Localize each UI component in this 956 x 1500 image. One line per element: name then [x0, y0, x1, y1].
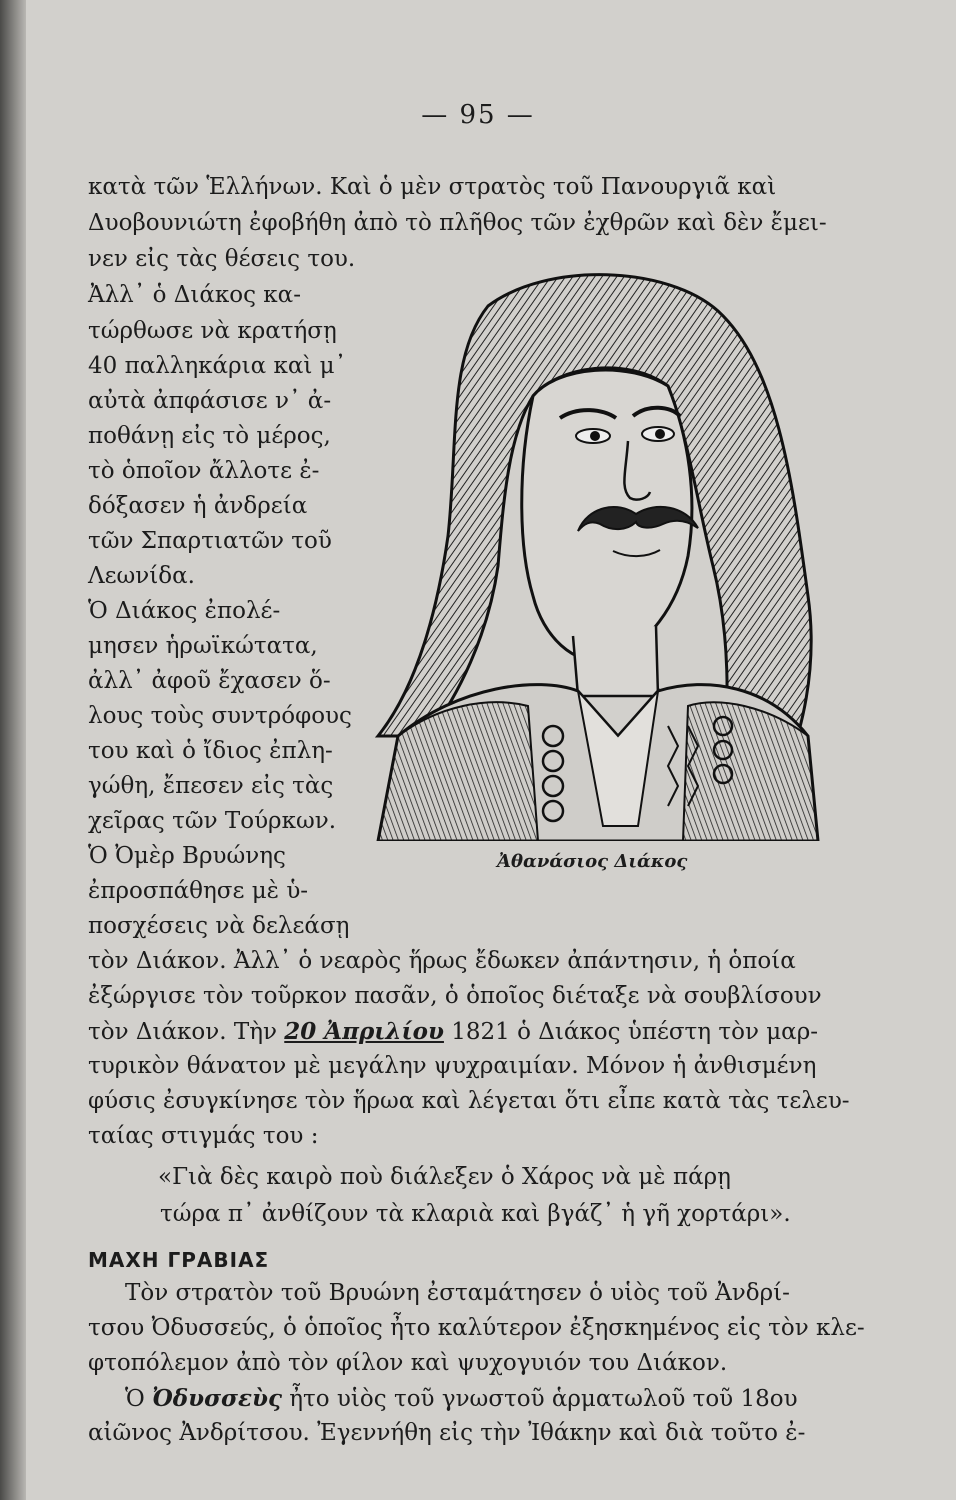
text-fragment: Ὁ	[125, 1386, 153, 1412]
text-line-date	[88, 1020, 818, 1044]
text-line: μησεν ἡρωϊκώτατα,	[88, 633, 318, 659]
text-line: αἰῶνος Ἀνδρίτσου. Ἐγεννήθη εἰς τὴν Ἰθάκην καὶ διὰ τοῦτο ἐ-	[88, 1420, 806, 1446]
text-line: Ὁ Ὀμὲρ Βρυώνης	[88, 843, 286, 869]
text-line: γώθη, ἔπεσεν εἰς τὰς	[88, 773, 334, 799]
text-line: τώρθωσε νὰ κρατήσῃ	[88, 318, 337, 344]
portrait-caption: Ἀθανάσιος Διάκος	[497, 851, 688, 872]
text-line: Τὸν στρατὸν τοῦ Βρυώνη ἐσταμάτησεν ὁ υἱὸς τοῦ Ἀνδρί-	[125, 1280, 790, 1306]
text-line: τσου Ὀδυσσεύς, ὁ ὁποῖος ἦτο καλύτερον ἐξησκημένος εἰς τὸν κλε-	[88, 1315, 865, 1341]
verse-line: «Γιὰ δὲς καιρὸ ποὺ διάλεξεν ὁ Χάρος νὰ μὲ πάρῃ	[158, 1164, 731, 1190]
name-emphasis: Ὀδυσσεὺς	[152, 1385, 282, 1412]
text-line: φύσις ἐσυγκίνησε τὸν ἥρωα καὶ λέγεται ὅτι εἶπε κατὰ τὰς τελευ-	[88, 1088, 850, 1114]
text-line: χεῖρας τῶν Τούρκων.	[88, 808, 337, 834]
text-line: ἐξώργισε τὸν τοῦρκον πασᾶν, ὁ ὁποῖος διέταξε νὰ σουβλίσουν	[88, 983, 822, 1009]
section-heading: ΜΑΧΗ ΓΡΑΒΙΑΣ	[88, 1248, 270, 1272]
text-fragment: τὸν Διάκον. Τὴν	[88, 1019, 285, 1045]
text-fragment: ἦτο υἱὸς τοῦ γνωστοῦ ἁρματωλοῦ τοῦ 18ου	[281, 1386, 798, 1412]
text-line-name	[125, 1387, 798, 1411]
text-line: τυρικὸν θάνατον μὲ μεγάλην ψυχραιμίαν. Μόνον ἡ ἀνθισμένη	[88, 1053, 817, 1079]
text-line: ποθάνῃ εἰς τὸ μέρος,	[88, 423, 331, 449]
text-line: κατὰ τῶν Ἑλλήνων. Καὶ ὁ μὲν στρατὸς τοῦ Πανουργιᾶ καὶ	[88, 174, 777, 200]
page-number: — 95 —	[421, 100, 535, 130]
text-line: Δυοβουνιώτη ἐφοβήθη ἀπὸ τὸ πλῆθος τῶν ἐχθρῶν καὶ δὲν ἔμει-	[88, 210, 827, 236]
text-line: δόξασεν ἡ ἀνδρεία	[88, 493, 308, 519]
text-line: ποσχέσεις νὰ δελεάσῃ	[88, 913, 350, 939]
text-line: του καὶ ὁ ἴδιος ἐπλη-	[88, 738, 333, 764]
date-emphasis: 20 Ἀπριλίου	[284, 1018, 444, 1045]
text-line: ταίας στιγμάς του :	[88, 1123, 319, 1149]
text-line: Ἀλλ᾿ ὁ Διάκος κα-	[88, 282, 301, 308]
text-line: τὸν Διάκον. Ἀλλ᾿ ὁ νεαρὸς ἥρως ἔδωκεν ἀπάντησιν, ἡ ὁποία	[88, 948, 796, 974]
verse-line: τώρα π᾿ ἀνθίζουν τὰ κλαριὰ καὶ βγάζ᾿ ἡ γῆ χορτάρι».	[160, 1201, 791, 1227]
book-spine-shadow	[0, 0, 26, 1500]
text-line: νεν εἰς τὰς θέσεις του.	[88, 246, 356, 272]
text-line: ἀλλ᾿ ἀφοῦ ἔχασεν ὅ-	[88, 668, 331, 694]
text-line: Λεωνίδα.	[88, 563, 195, 589]
text-line: φτοπόλεμον ἀπὸ τὸν φίλον καὶ ψυχογυιόν του Διάκον.	[88, 1350, 728, 1376]
text-line: 40 παλληκάρια καὶ μ᾿	[88, 353, 347, 379]
text-line: τὸ ὁποῖον ἄλλοτε ἐ-	[88, 458, 320, 484]
text-line: λους τοὺς συντρόφους	[88, 703, 352, 729]
text-line: αὐτὰ ἀπφάσισε ν᾿ ἀ-	[88, 388, 332, 414]
text-line: Ὁ Διάκος ἐπολέ-	[88, 598, 281, 624]
portrait-illustration	[338, 266, 828, 841]
text-line: τῶν Σπαρτιατῶν τοῦ	[88, 528, 332, 554]
text-fragment: 1821 ὁ Διάκος ὑπέστη τὸν μαρ-	[443, 1019, 819, 1045]
text-line: ἐπροσπάθησε μὲ ὑ-	[88, 878, 309, 904]
